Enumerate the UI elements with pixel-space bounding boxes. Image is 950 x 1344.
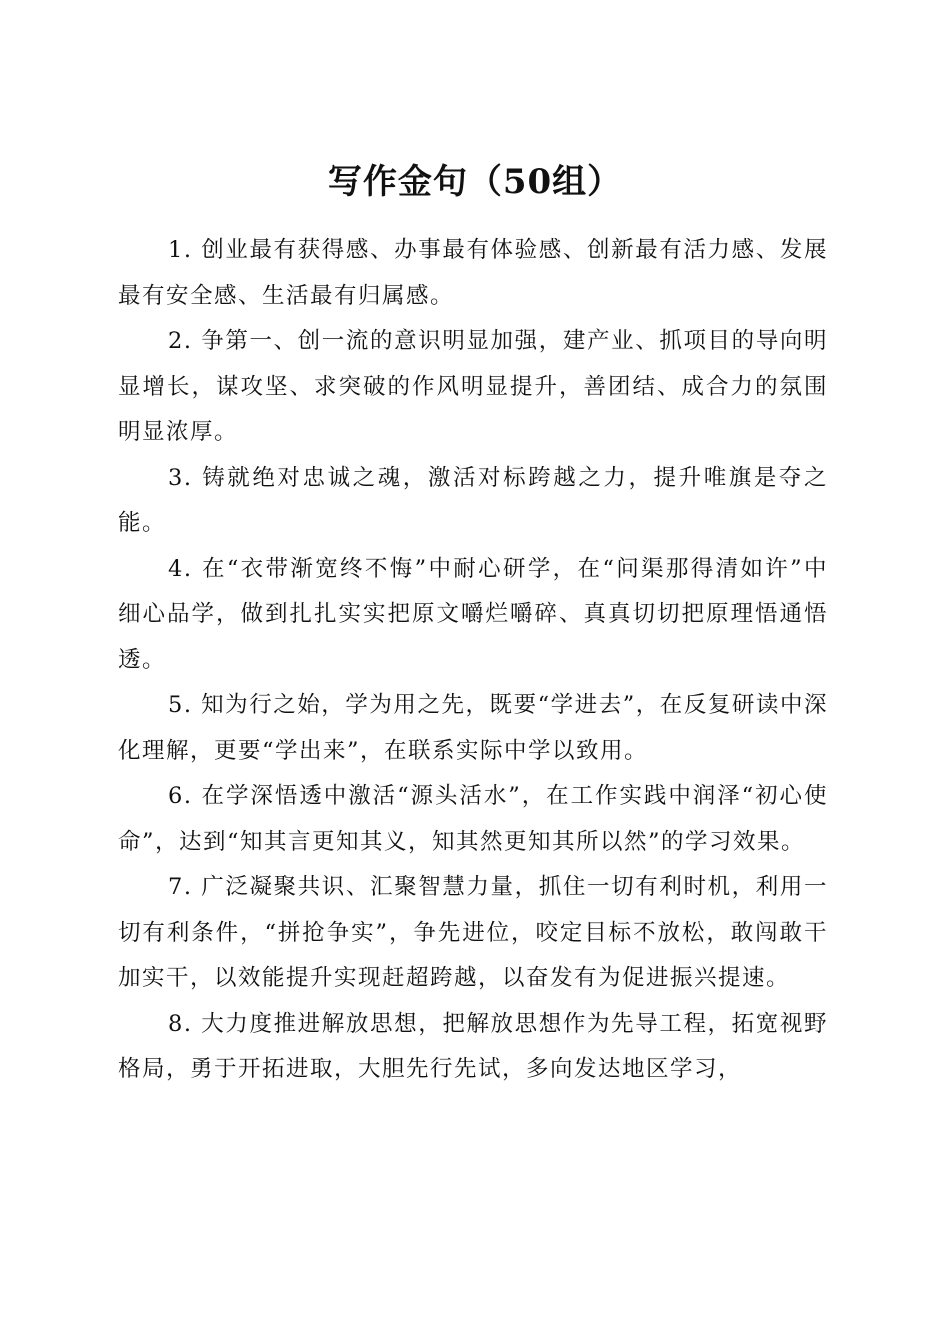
paragraph-3: 3. 铸就绝对忠诚之魂，激活对标跨越之力，提升唯旗是夺之能。 bbox=[118, 464, 828, 536]
paragraph-8: 8. 大力度推进解放思想，把解放思想作为先导工程，拓宽视野格局，勇于开拓进取，大胆先行先试，多向发达地区学习， bbox=[118, 1010, 828, 1082]
paragraph-6: 6. 在学深悟透中激活“源头活水”，在工作实践中润泽“初心使命”，达到“知其言更知其义，知其然更知其所以然”的学习效果。 bbox=[118, 783, 828, 855]
paragraph-5: 5. 知为行之始，学为用之先，既要“学进去”，在反复研读中深化理解，更要“学出来”，在联系实际中学以致用。 bbox=[118, 692, 828, 764]
paragraph-1: 1. 创业最有获得感、办事最有体验感、创新最有活力感、发展最有安全感、生活最有归属感。 bbox=[118, 237, 828, 309]
document-title: 写作金句（50组） bbox=[327, 161, 623, 202]
paragraph-7: 7. 广泛凝聚共识、汇聚智慧力量，抓住一切有利时机，利用一切有利条件，“拼抢争实”，争先进位，咬定目标不放松，敢闯敢干加实干，以效能提升实现赶超跨越，以奋发有为促进振兴提速。 bbox=[118, 874, 828, 991]
document-body bbox=[118, 228, 828, 1093]
paragraph-4: 4. 在“衣带渐宽终不悔”中耐心研学，在“问渠那得清如许”中细心品学，做到扎扎实实把原文嚼烂嚼碎、真真切切把原理悟通悟透。 bbox=[118, 555, 828, 673]
paragraph-2: 2. 争第一、创一流的意识明显加强，建产业、抓项目的导向明显增长，谋攻坚、求突破的作风明显提升，善团结、成合力的氛围明显浓厚。 bbox=[118, 328, 828, 445]
